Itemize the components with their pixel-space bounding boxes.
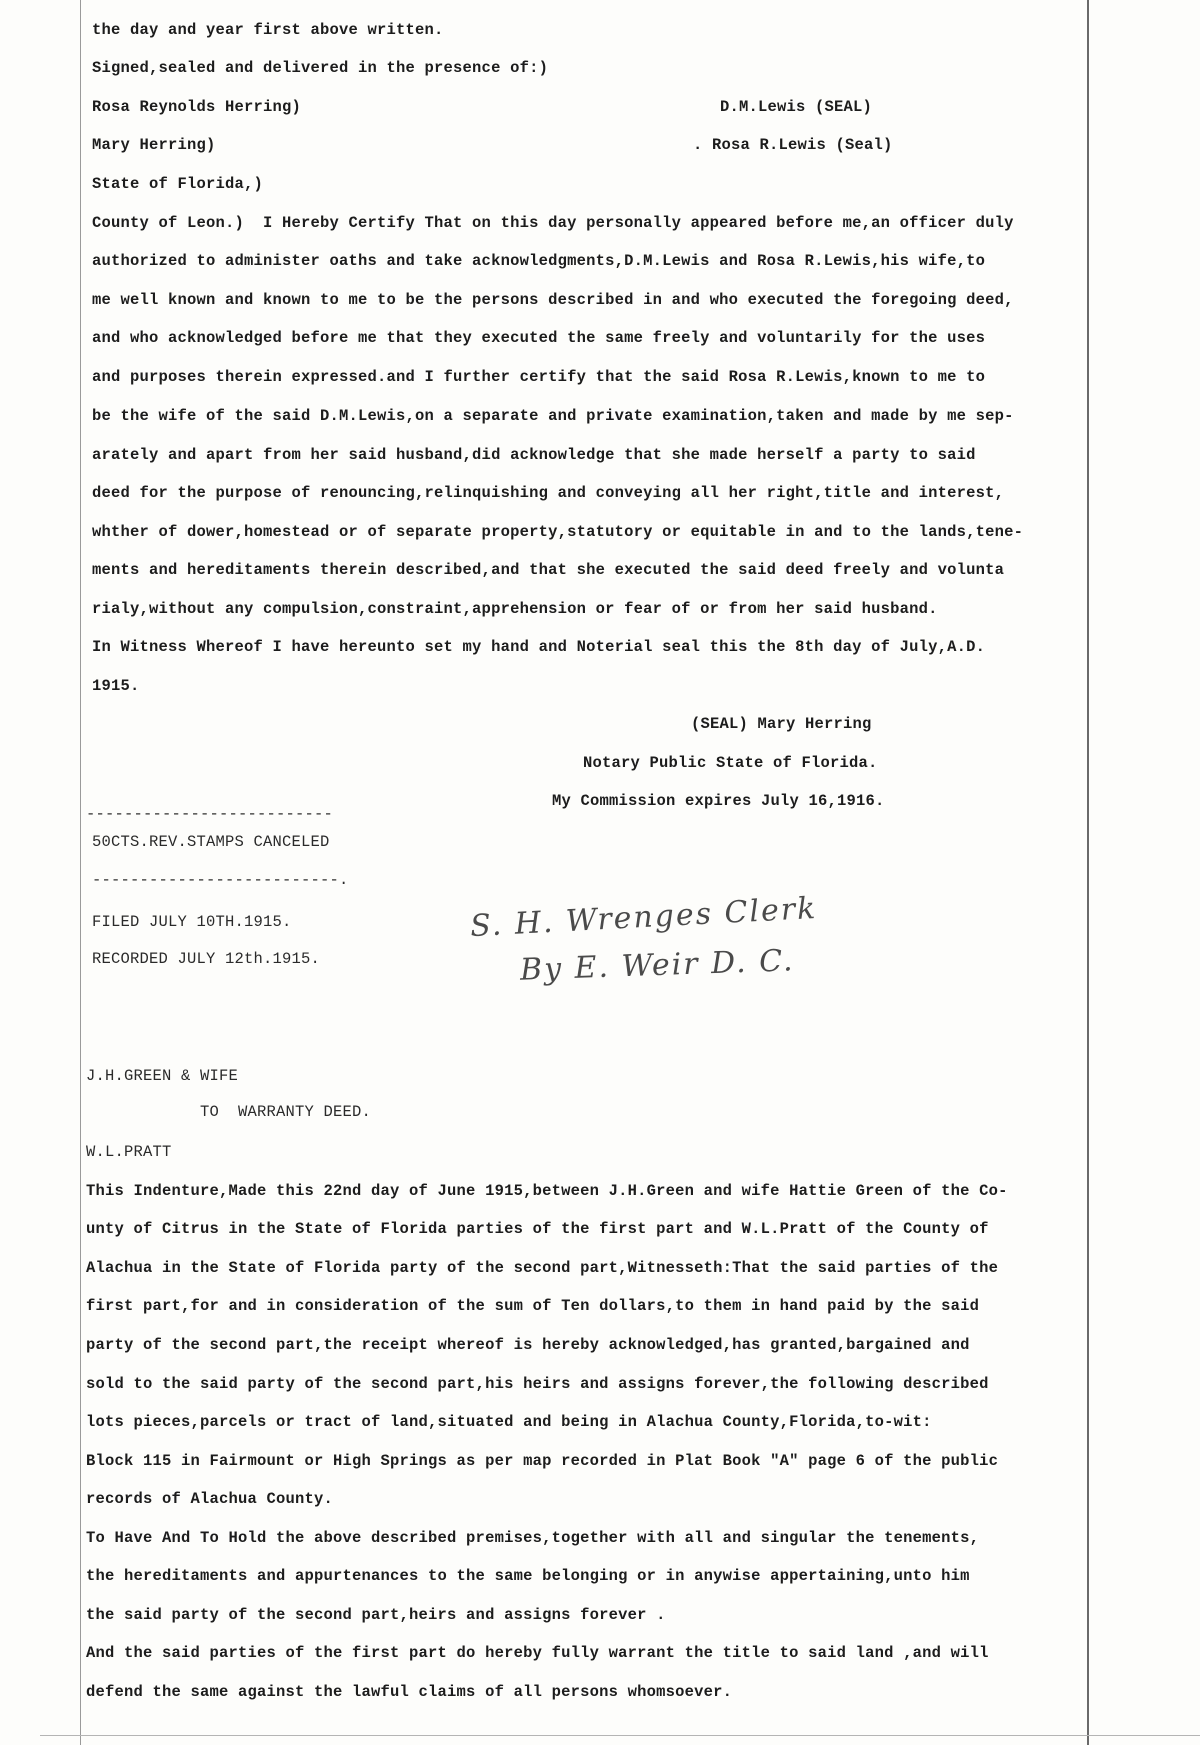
dash-separator: -------------------------- [86,805,334,823]
ack-line: be the wife of the said D.M.Lewis,on a separate and private examination,taken and made by me sep- [92,407,1014,425]
right-margin-rule [1087,0,1089,1745]
ack-line: authorized to administer oaths and take acknowledgments,D.M.Lewis and Rosa R.Lewis,his wife,to [92,252,986,270]
filed-date: FILED JULY 10TH.1915. [92,913,292,931]
grantee-heading: W.L.PRATT [86,1143,172,1161]
grantor-signature-1: D.M.Lewis (SEAL) [720,98,873,116]
recorded-date: RECORDED JULY 12th.1915. [92,950,321,968]
notary-commission: My Commission expires July 16,1916. [552,792,885,810]
ack-line: 1915. [92,677,140,695]
venue-state: State of Florida,) [92,175,264,193]
deed-line: Alachua in the State of Florida party of the second part,Witnesseth:That the said parties of the [86,1259,999,1277]
deed-line: lots pieces,parcels or tract of land,situated and being in Alachua County,Florida,to-wit: [86,1413,932,1431]
ack-line: and who acknowledged before me that they executed the same freely and voluntarily for the uses [92,329,986,347]
deed-line: first part,for and in consideration of the sum of Ten dollars,to them in hand paid by the said [86,1297,980,1315]
deputy-clerk-signature: By E. Weir D. C. [519,943,796,988]
witness-1: Rosa Reynolds Herring) [92,98,302,116]
clerk-signature: S. H. Wrenges Clerk [469,890,819,945]
deed-line: This Indenture,Made this 22nd day of June 1915,between J.H.Green and wife Hattie Green of the Co- [86,1182,1008,1200]
deed-line: defend the same against the lawful claims of all persons whomsoever. [86,1683,733,1701]
ack-line: In Witness Whereof I have hereunto set my hand and Noterial seal this the 8th day of July,A.D. [92,638,986,656]
revenue-stamps-note: 50CTS.REV.STAMPS CANCELED [92,833,330,851]
closing-line: the day and year first above written. [92,21,444,39]
deed-line: To Have And To Hold the above described premises,together with all and singular the tenements, [86,1529,980,1547]
deed-line: the hereditaments and appurtenances to the same belonging or in anywise appertaining,unto him [86,1567,970,1585]
deed-line: unty of Citrus in the State of Florida parties of the first part and W.L.Pratt of the County of [86,1220,989,1238]
deed-line: party of the second part,the receipt whereof is hereby acknowledged,has granted,bargained and [86,1336,970,1354]
ack-line: arately and apart from her said husband,did acknowledge that she made herself a party to said [92,446,976,464]
bottom-edge-rule [40,1735,1200,1736]
grantor-signature-2: . Rosa R.Lewis (Seal) [693,136,893,154]
grantor-heading: J.H.GREEN & WIFE [86,1067,239,1085]
deed-title: TO WARRANTY DEED. [200,1103,372,1121]
left-margin-rule [80,0,81,1745]
deed-line: the said party of the second part,heirs and assigns forever . [86,1606,666,1624]
ack-line: ments and hereditaments therein described,and that she executed the said deed freely and volunta [92,561,1005,579]
ack-line: County of Leon.) I Hereby Certify That on this day personally appeared before me,an officer duly [92,214,1014,232]
witness-2: Mary Herring) [92,136,216,154]
deed-line: Block 115 in Fairmount or High Springs as per map recorded in Plat Book "A" page 6 of the public [86,1452,999,1470]
ack-line: and purposes therein expressed.and I further certify that the said Rosa R.Lewis,known to me to [92,368,986,386]
notary-title: Notary Public State of Florida. [583,754,878,772]
deed-line: And the said parties of the first part do hereby fully warrant the title to said land ,and will [86,1644,989,1662]
ack-line: me well known and known to me to be the persons described in and who executed the foregoing deed, [92,291,1014,309]
dash-separator: --------------------------. [92,871,349,889]
notary-signature: (SEAL) Mary Herring [691,715,872,733]
ack-line: deed for the purpose of renouncing,relinquishing and conveying all her right,title and interest, [92,484,1005,502]
deed-line: sold to the said party of the second part,his heirs and assigns forever,the following described [86,1375,989,1393]
signed-sealed-line: Signed,sealed and delivered in the presence of:) [92,59,549,77]
ack-line: whther of dower,homestead or of separate property,statutory or equitable in and to the lands,tene- [92,523,1024,541]
ack-line: rialy,without any compulsion,constraint,apprehension or fear of or from her said husband. [92,600,938,618]
deed-line: records of Alachua County. [86,1490,334,1508]
